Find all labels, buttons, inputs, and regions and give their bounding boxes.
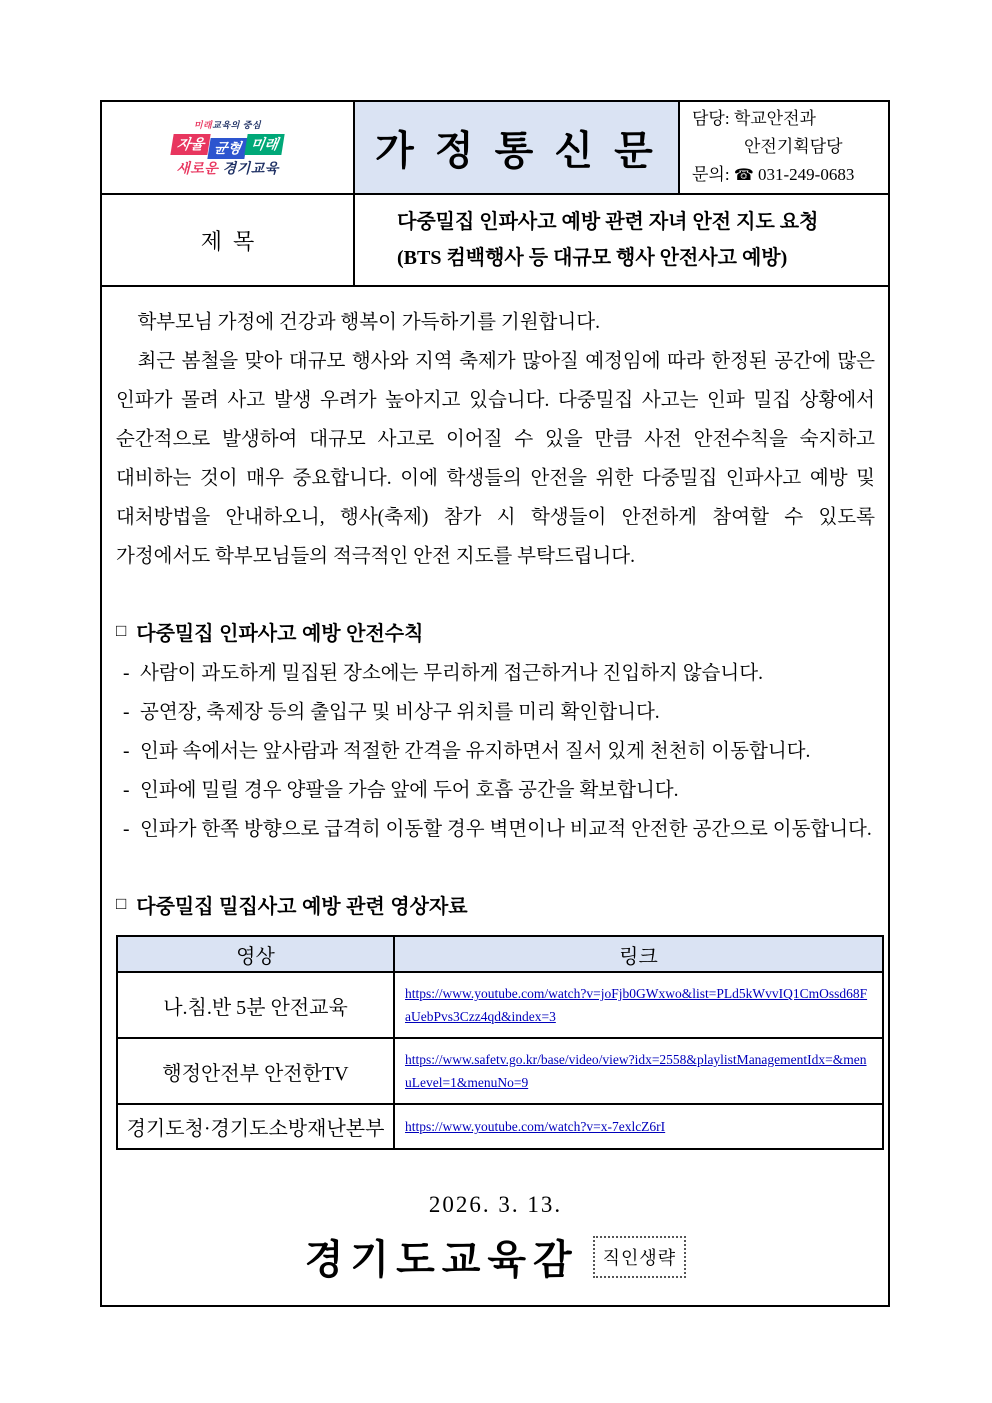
list-item-text: 공연장, 축제장 등의 출입구 및 비상구 위치를 미리 확인합니다. xyxy=(140,702,660,723)
list-item-text: 사람이 과도하게 밀집된 장소에는 무리하게 접근하거나 진입하지 않습니다. xyxy=(140,663,763,684)
logo-tagline-rest: 교육의 중심 xyxy=(212,119,262,130)
list-item-text: 인파가 한쪽 방향으로 급격히 이동할 경우 벽면이나 비교적 안전한 공간으로 이동합니다. xyxy=(140,819,872,840)
logo-subtitle-rest: 경기교육 xyxy=(218,159,279,176)
document-frame xyxy=(100,100,890,1307)
safety-rules-list xyxy=(116,654,875,849)
list-item xyxy=(116,810,875,849)
logo-badge-balance: 균형 xyxy=(207,138,247,159)
list-item xyxy=(116,732,875,771)
list-item xyxy=(116,693,875,732)
page-title: 가 정 통 신 문 xyxy=(355,102,680,193)
section-heading-safety-rules xyxy=(116,617,875,646)
logo-subtitle-accent: 새로운 xyxy=(176,159,219,176)
logo-badge-autonomy: 자율 xyxy=(170,134,210,155)
list-item xyxy=(116,771,875,810)
subject-content xyxy=(355,195,888,285)
column-header-video: 영상 xyxy=(117,936,394,972)
contact-phone-line xyxy=(692,161,888,190)
logo-tagline-accent: 미래 xyxy=(193,119,213,130)
table-row xyxy=(117,972,883,1038)
video-link[interactable]: https://www.youtube.com/watch?v=joFjb0GWxwo&list=PLd5kWvvIQ1CmOssd68FaUebPvs3Czz4qd&index=3 xyxy=(405,986,868,1024)
video-link[interactable]: https://www.safetv.go.kr/base/video/view?idx=2558&playlistManagementIdx=&menuLevel=1&menuNo=9 xyxy=(405,1052,867,1090)
logo-badges xyxy=(172,134,283,155)
video-title: 나.침.반 5분 안전교육 xyxy=(117,972,394,1038)
list-item xyxy=(116,654,875,693)
video-links-table xyxy=(116,935,884,1150)
logo-badge-future: 미래 xyxy=(244,134,284,155)
dash-bullet: - xyxy=(123,780,130,801)
contact-phone-label: 문의: xyxy=(692,165,730,184)
logo-tagline xyxy=(194,118,261,131)
stamp-omitted-box: 직인생략 xyxy=(593,1236,687,1278)
list-item-text: 인파에 밀릴 경우 양팔을 가슴 앞에 두어 호흡 공간을 확보합니다. xyxy=(140,780,679,801)
dash-bullet: - xyxy=(123,819,130,840)
document-header xyxy=(102,102,888,195)
subject-line-2: (BTS 컴백행사 등 대규모 행사 안전사고 예방) xyxy=(397,247,788,269)
section-heading-video-resources xyxy=(116,890,875,919)
dash-bullet: - xyxy=(123,702,130,723)
video-title: 행정안전부 안전한TV xyxy=(117,1038,394,1104)
logo-subtitle xyxy=(176,158,279,178)
section1-heading-text: 다중밀집 인파사고 예방 안전수칙 xyxy=(136,623,424,645)
checkbox-icon: □ xyxy=(116,620,127,640)
checkbox-icon: □ xyxy=(116,893,127,913)
video-link[interactable]: https://www.youtube.com/watch?v=x-7exlcZ6rI xyxy=(405,1119,666,1134)
dash-bullet: - xyxy=(123,741,130,762)
contact-team: 안전기획담당 xyxy=(744,137,843,156)
video-title: 경기도청·경기도소방재난본부 xyxy=(117,1104,394,1149)
section2-heading-text: 다중밀집 밀집사고 예방 관련 영상자료 xyxy=(136,896,468,918)
main-paragraph: 최근 봄철을 맞아 대규모 행사와 지역 축제가 많아질 예정임에 따라 한정된 공간에 많은 인파가 몰려 사고 발생 우려가 높아지고 있습니다. 다중밀집 사고는 인파 밀집 상황에서 순간적으로 발생하여 대규모 사고로 이어질 수 있을 만큼 사전 안전수칙을 숙지하고 대비하는 것이 매우 중요합니다. 이에 학생들의 안전을 위한 다중밀집 인파사고 예방 및 대처방법을 안내하오니, 행사(축제) 참가 시 학생들이 안전하게 참여할 수 있도록 가정에서도 학부모님들의 적극적인 안전 지도를 부탁드립니다. xyxy=(116,351,875,567)
table-row xyxy=(117,1038,883,1104)
table-header-row xyxy=(117,936,883,972)
contact-department: 담당: 학교안전과 xyxy=(692,109,816,128)
dash-bullet: - xyxy=(123,663,130,684)
table-row xyxy=(117,1104,883,1149)
document-body xyxy=(102,287,888,1285)
column-header-link: 링크 xyxy=(394,936,883,972)
signature-superintendent: 경기도교육감 xyxy=(304,1238,579,1282)
contact-info xyxy=(680,102,888,193)
document-date: 2026. 3. 13. xyxy=(428,1192,563,1217)
contact-phone-number: 031-249-0683 xyxy=(758,165,855,184)
gyeonggi-education-logo xyxy=(102,102,355,193)
greeting-paragraph: 학부모님 가정에 건강과 행복이 가득하기를 기원합니다. xyxy=(137,312,600,333)
phone-icon: ☎ xyxy=(733,167,754,184)
subject-label: 제 목 xyxy=(102,195,355,285)
signature-row xyxy=(116,1228,875,1285)
list-item-text: 인파 속에서는 앞사람과 적절한 간격을 유지하면서 질서 있게 천천히 이동합니다. xyxy=(140,741,811,762)
subject-line-1: 다중밀집 인파사고 예방 관련 자녀 안전 지도 요청 xyxy=(397,211,819,233)
subject-row xyxy=(102,195,888,287)
